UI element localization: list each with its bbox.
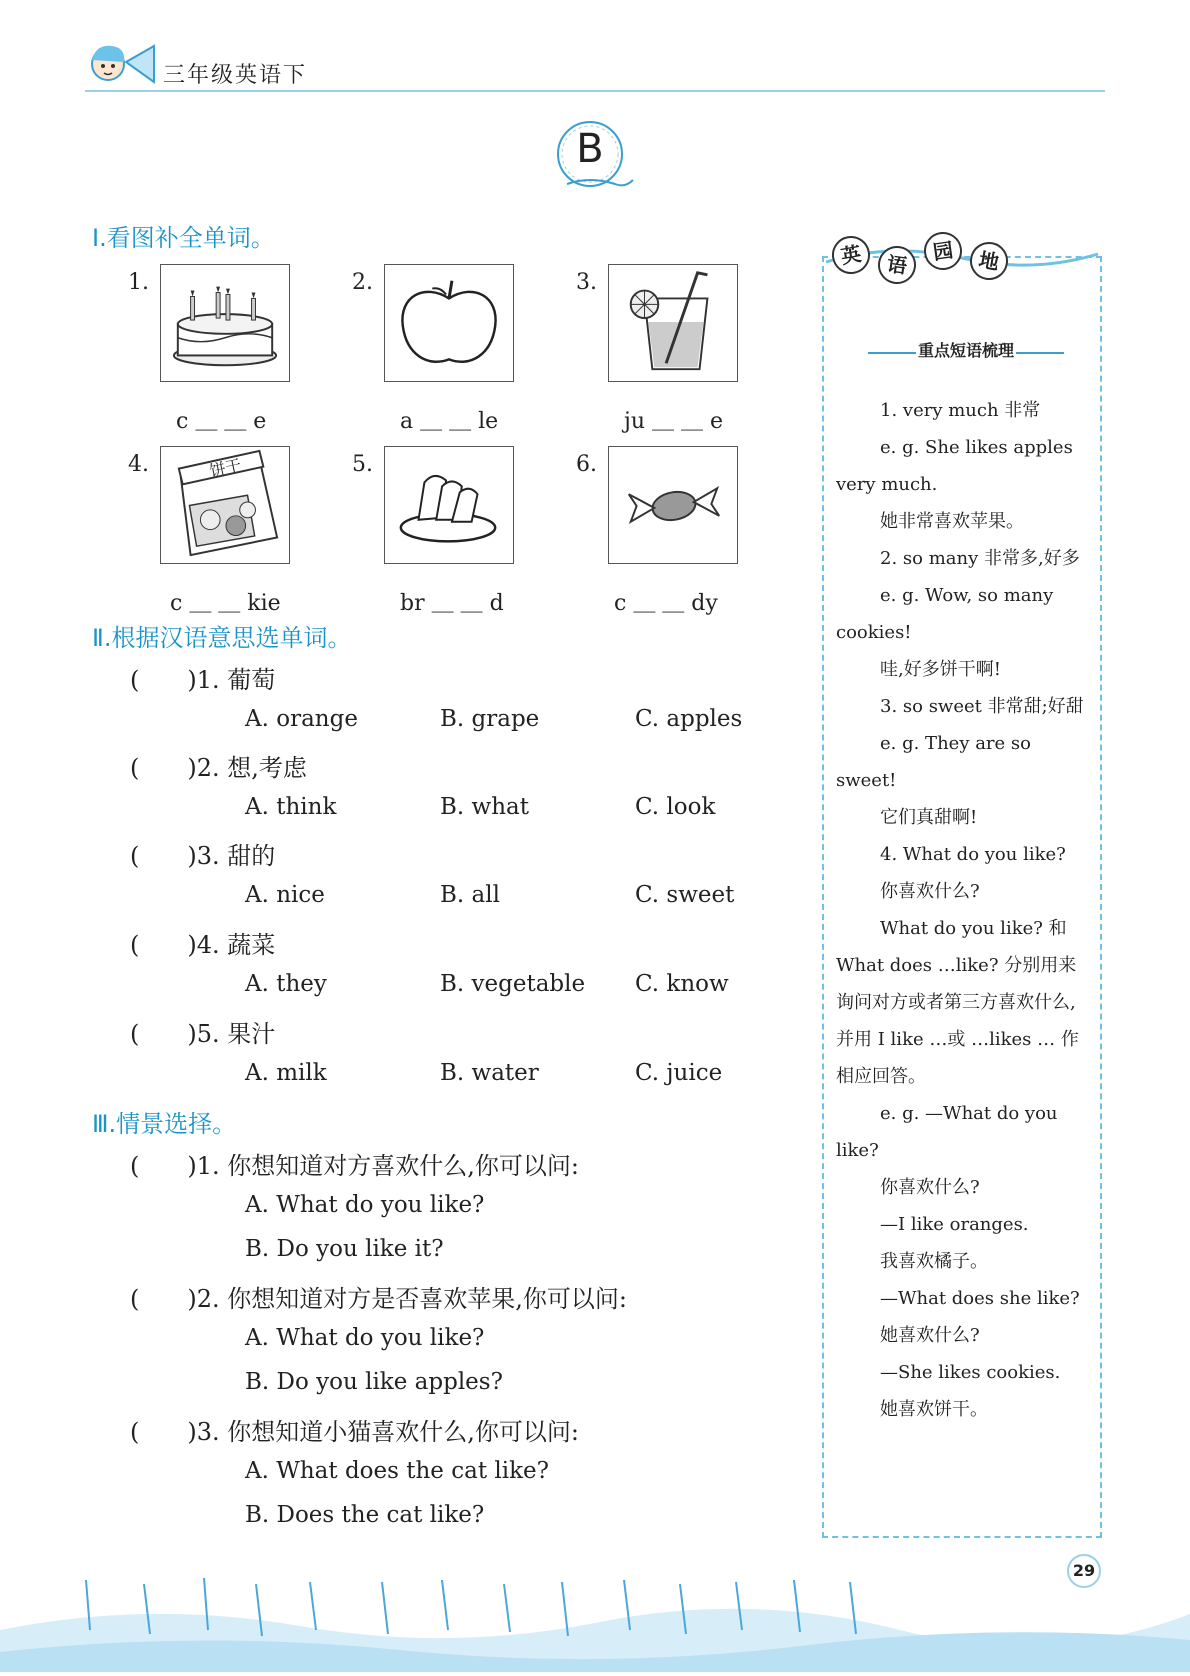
sidebar-content: [836, 392, 1092, 1428]
sidebar-line: e. g. She likes apples very much.: [836, 437, 1073, 495]
sidebar-title-char: 英: [829, 233, 873, 277]
item-number: 5.: [352, 452, 373, 477]
cookie-bag-label: 饼干: [208, 455, 243, 481]
option-b[interactable]: B. what: [440, 794, 529, 820]
header-divider: [85, 90, 1105, 92]
footer-decoration: [0, 1560, 1190, 1672]
header-mascot-icon: [86, 40, 160, 90]
option-b[interactable]: B. water: [440, 1060, 539, 1086]
sidebar-title: [822, 232, 1102, 280]
page-number: 29: [1067, 1554, 1101, 1588]
subtitle-ornament-right: [1016, 352, 1064, 354]
word-blank[interactable]: br ＿ ＿ d: [400, 591, 504, 616]
juice-icon: [609, 265, 737, 381]
option-c[interactable]: C. sweet: [635, 882, 735, 908]
sidebar-line: 1. very much 非常: [880, 400, 1041, 421]
option-a[interactable]: A. milk: [245, 1060, 327, 1086]
badge-letter: B: [576, 126, 604, 172]
cake-icon: [161, 265, 289, 381]
sidebar-title-char: 地: [967, 239, 1011, 283]
sidebar-line: 你喜欢什么?: [880, 881, 980, 902]
question-stem: ( )2. 你想知道对方是否喜欢苹果,你可以问:: [130, 1285, 627, 1313]
sidebar-line: What do you like? 和 What does …like? 分别用来询问对方或者第三方喜欢什么,并用 I like …或 …likes … 作相应回答。: [836, 918, 1079, 1087]
sidebar-line: 4. What do you like?: [880, 844, 1066, 865]
sidebar-line: —I like oranges.: [880, 1214, 1029, 1235]
item-number: 4.: [128, 452, 149, 477]
item-number: 1.: [128, 270, 149, 295]
question-stem: ( )1. 葡萄: [130, 666, 276, 694]
sidebar-subtitle: 重点短语梳理: [917, 341, 1014, 360]
option-b[interactable]: B. vegetable: [440, 971, 586, 997]
sidebar-line: —What does she like?: [880, 1288, 1080, 1309]
sidebar-line: 她喜欢饼干。: [880, 1399, 988, 1420]
sidebar-title-char: 语: [876, 244, 919, 287]
apple-picture: [384, 264, 514, 382]
option-c[interactable]: C. juice: [635, 1060, 723, 1086]
section1-title: Ⅰ.看图补全单词。: [92, 224, 275, 252]
sidebar-line: 哇,好多饼干啊!: [880, 659, 1001, 680]
cake-picture: [160, 264, 290, 382]
bread-picture: [384, 446, 514, 564]
question-stem: ( )1. 你想知道对方喜欢什么,你可以问:: [130, 1152, 579, 1180]
option-a[interactable]: A. nice: [245, 882, 325, 908]
sidebar-line: 3. so sweet 非常甜;好甜: [880, 696, 1084, 717]
section2-title: Ⅱ.根据汉语意思选单词。: [92, 624, 352, 652]
question-stem: ( )5. 果汁: [130, 1020, 276, 1048]
apple-icon: [385, 265, 513, 381]
option-a[interactable]: A. What do you like?: [245, 1192, 485, 1218]
word-blank[interactable]: c ＿ ＿ dy: [614, 591, 718, 616]
option-a[interactable]: A. orange: [245, 706, 358, 732]
word-blank[interactable]: a ＿ ＿ le: [400, 409, 499, 434]
cookie-bag-picture: [160, 446, 290, 564]
sidebar-line: —She likes cookies.: [880, 1362, 1061, 1383]
question-stem: ( )3. 甜的: [130, 842, 276, 870]
question-stem: ( )4. 蔬菜: [130, 931, 276, 959]
option-a[interactable]: A. What does the cat like?: [245, 1458, 549, 1484]
option-a[interactable]: A. think: [245, 794, 337, 820]
option-c[interactable]: C. apples: [635, 706, 743, 732]
option-b[interactable]: B. all: [440, 882, 500, 908]
option-b[interactable]: B. grape: [440, 706, 540, 732]
option-a[interactable]: A. What do you like?: [245, 1325, 485, 1351]
word-blank[interactable]: c ＿ ＿ e: [176, 409, 267, 434]
sidebar-line: e. g. —What do you like?: [836, 1103, 1058, 1161]
candy-icon: [609, 447, 737, 563]
sidebar-line: 2. so many 非常多,好多: [880, 548, 1080, 569]
question-stem: ( )3. 你想知道小猫喜欢什么,你可以问:: [130, 1418, 579, 1446]
option-b[interactable]: B. Does the cat like?: [245, 1502, 485, 1528]
sidebar-line: e. g. Wow, so many cookies!: [836, 585, 1054, 643]
sidebar-line: 她非常喜欢苹果。: [880, 511, 1024, 532]
section-badge: [545, 118, 635, 194]
sidebar-line: 她喜欢什么?: [880, 1325, 980, 1346]
header-title: 三年级英语下: [163, 63, 308, 88]
sidebar-title-char: 园: [922, 230, 965, 273]
item-number: 6.: [576, 452, 597, 477]
candy-picture: [608, 446, 738, 564]
word-blank[interactable]: c ＿ ＿ kie: [170, 591, 281, 616]
item-number: 3.: [576, 270, 597, 295]
sidebar-line: 它们真甜啊!: [880, 807, 978, 828]
option-b[interactable]: B. Do you like it?: [245, 1236, 444, 1262]
option-a[interactable]: A. they: [245, 971, 327, 997]
cookie-bag-icon: [161, 447, 289, 563]
option-c[interactable]: C. know: [635, 971, 729, 997]
option-b[interactable]: B. Do you like apples?: [245, 1369, 503, 1395]
option-c[interactable]: C. look: [635, 794, 716, 820]
item-number: 2.: [352, 270, 373, 295]
section3-title: Ⅲ.情景选择。: [92, 1110, 237, 1138]
bread-icon: [385, 447, 513, 563]
juice-picture: [608, 264, 738, 382]
sidebar-line: 我喜欢橘子。: [880, 1251, 988, 1272]
word-blank[interactable]: ju ＿ ＿ e: [624, 409, 723, 434]
sidebar-line: e. g. They are so sweet!: [836, 733, 1031, 791]
question-stem: ( )2. 想,考虑: [130, 754, 307, 782]
sidebar-line: 你喜欢什么?: [880, 1177, 980, 1198]
